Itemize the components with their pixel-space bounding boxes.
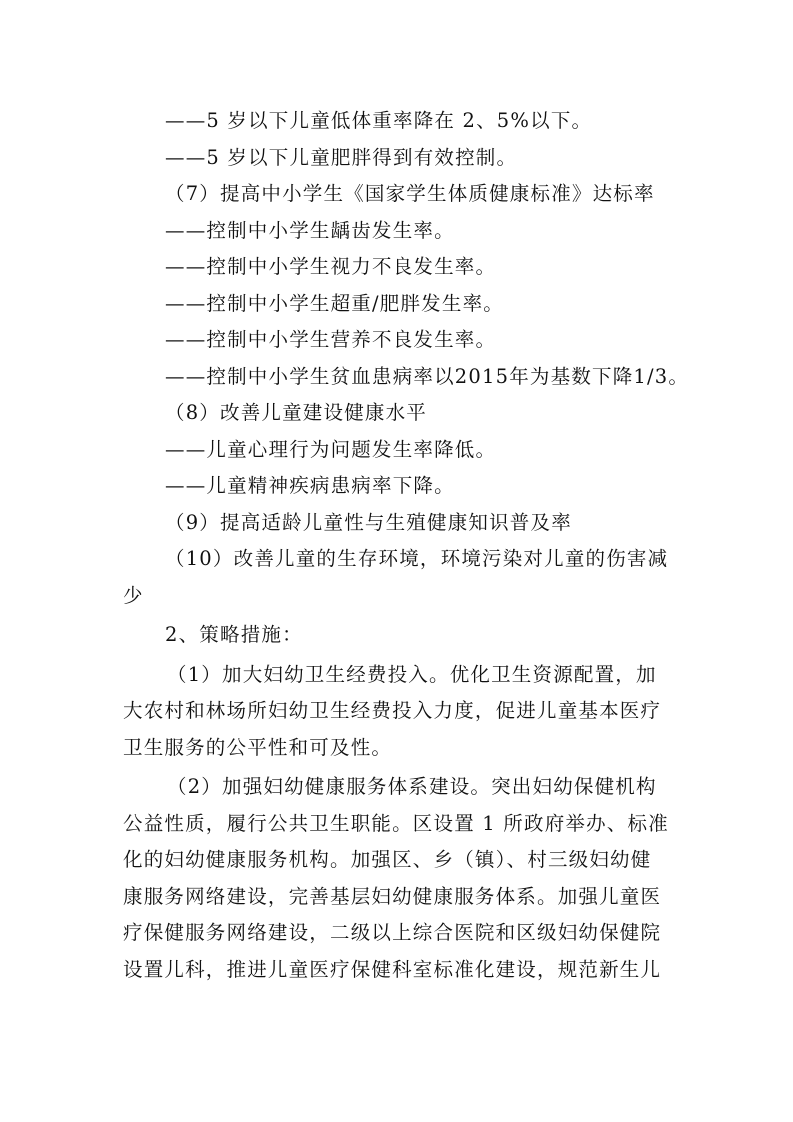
text-line: ——控制中小学生贫血患病率以2015年为基数下降1/3。 [165,364,690,388]
paragraph-line: 设置儿科，推进儿童医疗保健科室标准化建设，规范新生儿 [123,957,662,981]
section-heading-7: （7）提高中小学生《国家学生体质健康标准》达标率 [165,182,655,205]
text-line: ——儿童心理行为问题发生率降低。 [165,437,497,461]
text-line: ——控制中小学生龋齿发生率。 [165,218,455,242]
text-line: ——控制中小学生视力不良发生率。 [165,255,497,278]
text-line: ——控制中小学生超重/肥胖发生率。 [165,291,504,315]
paragraph-line: 康服务网络建设，完善基层妇幼健康服务体系。加强儿童医 [123,884,662,908]
paragraph-line: （2）加强妇幼健康服务体系建设。突出妇幼保健机构 [167,775,657,798]
paragraph-1 [123,657,683,767]
paragraph-line: （1）加大妇幼卫生经费投入。优化卫生资源配置，加 [167,662,657,686]
paragraph-line: 化的妇幼健康服务机构。加强区、乡（镇）、村三级妇幼健 [123,848,652,871]
text-line: ——5 岁以下儿童肥胖得到有效控制。 [165,145,518,169]
text-line-continuation: 少 [123,583,144,607]
paragraph-2 [123,769,683,988]
section-heading-8: （8）改善儿童建设健康水平 [165,401,428,424]
section-heading-strategy: 2、策略措施： [165,623,303,646]
text-line: ——5 岁以下儿童低体重率降在 2、5%以下。 [165,109,593,132]
paragraph-line: 大农村和林场所妇幼卫生经费投入力度，促进儿童基本医疗 [123,699,662,722]
section-heading-9: （9）提高适龄儿童性与生殖健康知识普及率 [165,510,572,534]
section-heading-10: （10）改善儿童的生存环境，环境污染对儿童的伤害减 [165,547,669,570]
text-line: ——儿童精神疾病患病率下降。 [165,474,455,497]
paragraph-line: 卫生服务的公平性和可及性。 [123,735,393,759]
paragraph-line: 疗保健服务网络建设，二级以上综合医院和区级妇幼保健院 [123,921,662,944]
paragraph-line: 公益性质，履行公共卫生职能。区设置 1 所政府举办、标准 [123,811,669,835]
text-line: ——控制中小学生营养不良发生率。 [165,328,497,351]
document-body [123,103,690,988]
